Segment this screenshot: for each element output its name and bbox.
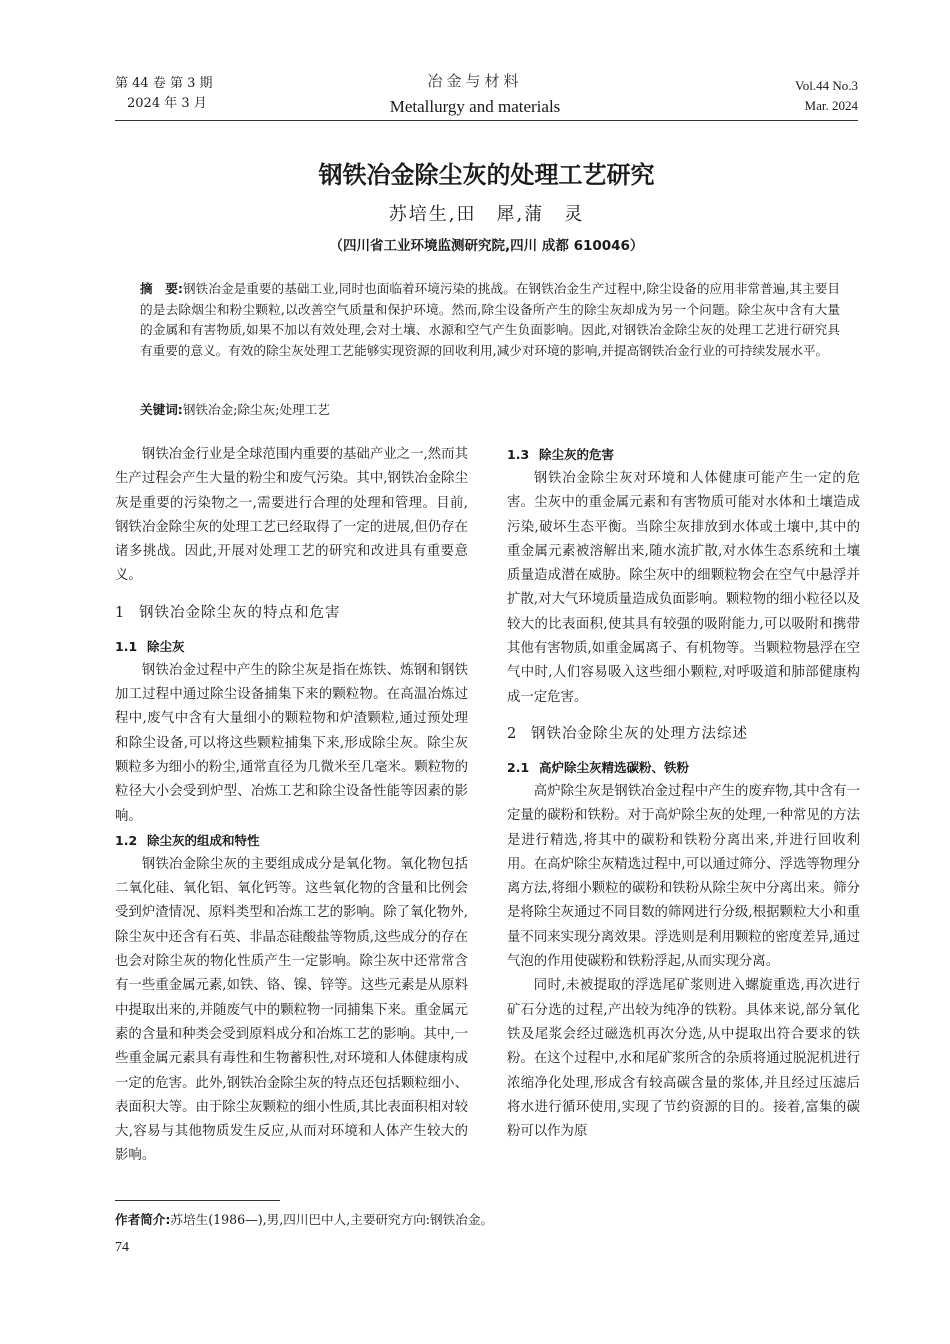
intro-paragraph: 钢铁冶金行业是全球范围内重要的基础产业之一,然而其生产过程会产生大量的粉尘和废气污染。其中,钢铁冶金除尘灰是重要的污染物之一,需要进行合理的处理和管理。目前,钢铁冶金除尘灰的处理工艺已经取得了一定的进展,但仍存在诸多挑战。因此,开展对处理工艺的研究和改进具有重要意义。: [115, 447, 468, 584]
subsection-1-1-number: 1.1: [115, 638, 138, 654]
subsection-1-1-heading: [115, 635, 468, 659]
affiliation: （四川省工业环境监测研究院,四川 成都 610046）: [329, 238, 644, 254]
section-1-number: 1: [115, 604, 126, 621]
footnote-text: 苏培生(1986—),男,四川巴中人,主要研究方向:钢铁冶金。: [170, 1212, 494, 1227]
author-footnote: [115, 1209, 493, 1228]
subsection-1-2-number: 1.2: [115, 832, 138, 848]
footnote-rule: [115, 1200, 280, 1201]
footnote-label: 作者简介:: [115, 1212, 171, 1227]
abstract-text: 钢铁冶金是重要的基础工业,同时也面临着环境污染的挑战。在钢铁冶金生产过程中,除尘设备的应用非常普遍,其主要目的是去除烟尘和粉尘颗粒,以改善空气质量和保护环境。然而,除尘设备所产生的除尘灰却成为另一个问题。除尘灰中含有大量的金属和有害物质,如果不加以有效处理,会对土壤、水源和空气产生负面影响。因此,对钢铁冶金除尘灰的处理工艺进行研究具有重要的意义。有效的除尘灰处理工艺能够实现资源的回收利用,减少对环境的影响,并提高钢铁冶金行业的可持续发展水平。: [140, 281, 840, 358]
keywords-text: 钢铁冶金;除尘灰;处理工艺: [182, 402, 330, 417]
subsection-1-2-paragraph: 钢铁冶金除尘灰的主要组成成分是氧化物。氧化物包括二氧化硅、氧化铝、氧化钙等。这些氧化物的含量和比例会受到炉渣情况、原料类型和冶炼工艺的影响。除了氧化物外,除尘灰中还含有石英、非晶态硅酸盐等物质,这些成分的存在也会对除尘灰的物化性质产生一定影响。除尘灰中还常常含有一些重金属元素,如铁、铬、镍、锌等。这些元素是从原料中提取出来的,并随废气中的颗粒物一同捕集下来。重金属元素的含量和种类会受到原料成分和冶炼工艺的影响。其中,一些重金属元素具有毒性和生物蓄积性,对环境和人体健康构成一定的危害。此外,钢铁冶金除尘灰的特点还包括颗粒细小、表面积大等。由于除尘灰颗粒的细小性质,其比表面积相对较大,容易与其他物质发生反应,从而对环境和人体产生较大的影响。: [115, 856, 468, 1164]
subsection-2-1-paragraph-2: 同时,未被提取的浮选尾矿浆则进入螺旋重选,再次进行矿石分选的过程,产出较为纯净的铁粉。具体来说,部分氧化铁及尾浆会经过磁选机再次分选,从中提取出符合要求的铁粉。在这个过程中,水和尾矿浆所含的杂质将通过脱泥机进行浓缩净化处理,形成含有较高碳含量的浆体,并且经过压滤后将水进行循环使用,实现了节约资源的目的。接着,富集的碳粉可以作为原: [507, 978, 860, 1140]
page-number: 74: [115, 1240, 129, 1255]
authors: 苏培生,田 犀,蒲 灵: [388, 204, 585, 225]
subsection-2-1-number: 2.1: [507, 759, 530, 775]
section-2-title: 钢铁冶金除尘灰的处理方法综述: [531, 725, 748, 742]
issue-cn: 第 44 卷 第 3 期: [115, 76, 213, 91]
subsection-1-3-paragraph: 钢铁冶金除尘灰对环境和人体健康可能产生一定的危害。尘灰中的重金属元素和有害物质可能对水体和土壤造成污染,破坏生态平衡。当除尘灰排放到水体或土壤中,其中的重金属元素被溶解出来,随水流扩散,对水体生态系统和土壤质量造成潜在威胁。除尘灰中的细颗粒物会在空气中悬浮并扩散,对大气环境质量造成负面影响。颗粒物的细小粒径以及较大的比表面积,使其具有较强的吸附能力,可以吸附和携带其他有害物质,如重金属离子、有机物等。当颗粒物悬浮在空气中时,人们容易吸入这些细小颗粒,对呼吸道和肺部健康构成一定危害。: [507, 471, 860, 705]
keywords-label: 关键词:: [140, 402, 183, 417]
subsection-1-3-heading: [507, 443, 860, 467]
date-cn: 2024 年 3 月: [127, 96, 207, 111]
subsection-1-2-title: 除尘灰的组成和特性: [147, 832, 260, 848]
header-issue-info: [115, 74, 212, 114]
header-volume-info: [795, 76, 858, 116]
subsection-1-2-heading: [115, 829, 468, 853]
journal-name: [350, 70, 600, 117]
subsection-1-3-number: 1.3: [507, 447, 530, 462]
section-1-heading: [115, 601, 468, 625]
subsection-1-3-title: 除尘灰的危害: [539, 447, 615, 462]
journal-name-en: Metallurgy and materials: [389, 97, 561, 116]
subsection-2-1-heading: [507, 756, 860, 780]
date-en: Mar. 2024: [804, 98, 858, 113]
abstract-label: 摘 要:: [140, 281, 183, 296]
header-rule: [115, 120, 858, 121]
abstract: [140, 279, 840, 361]
subsection-2-1-paragraph-1: 高炉除尘灰是钢铁冶金过程中产生的废弃物,其中含有一定量的碳粉和铁粉。对于高炉除尘灰的处理,一种常见的方法是进行精选,将其中的碳粉和铁粉分离出来,并进行回收利用。在高炉除尘灰精选过程中,可以通过筛分、浮选等物理分离方法,将细小颗粒的碳粉和铁粉从除尘灰中分离出来。筛分是将除尘灰通过不同目数的筛网进行分级,根据颗粒大小和重量不同来实现分离效果。浮选则是利用颗粒的密度差异,通过气泡的作用使碳粉和铁粉浮起,从而实现分离。: [507, 783, 860, 970]
subsection-1-1-title: 除尘灰: [147, 638, 185, 654]
section-1-title: 钢铁冶金除尘灰的特点和危害: [139, 604, 341, 621]
right-column: [507, 443, 860, 1144]
subsection-2-1-title: 高炉除尘灰精选碳粉、铁粉: [539, 759, 690, 775]
section-2-number: 2: [507, 725, 518, 742]
left-column: [115, 443, 468, 1169]
section-2-heading: [507, 722, 860, 746]
paper-title: 钢铁冶金除尘灰的处理工艺研究: [318, 161, 655, 189]
keywords: [140, 400, 840, 421]
issue-en: Vol.44 No.3: [795, 78, 858, 93]
journal-name-cn: 冶金与材料: [427, 72, 523, 90]
subsection-1-1-paragraph: 钢铁冶金过程中产生的除尘灰是指在炼铁、炼钢和钢铁加工过程中通过除尘设备捕集下来的颗粒物。在高温冶炼过程中,废气中含有大量细小的颗粒物和炉渣颗粒,通过预处理和除尘设备,可以将这些颗粒捕集下来,形成除尘灰。除尘灰颗粒多为细小的粉尘,通常直径为几微米至几毫米。颗粒物的粒径大小会受到炉型、冶炼工艺和除尘设备性能等因素的影响。: [115, 662, 468, 824]
